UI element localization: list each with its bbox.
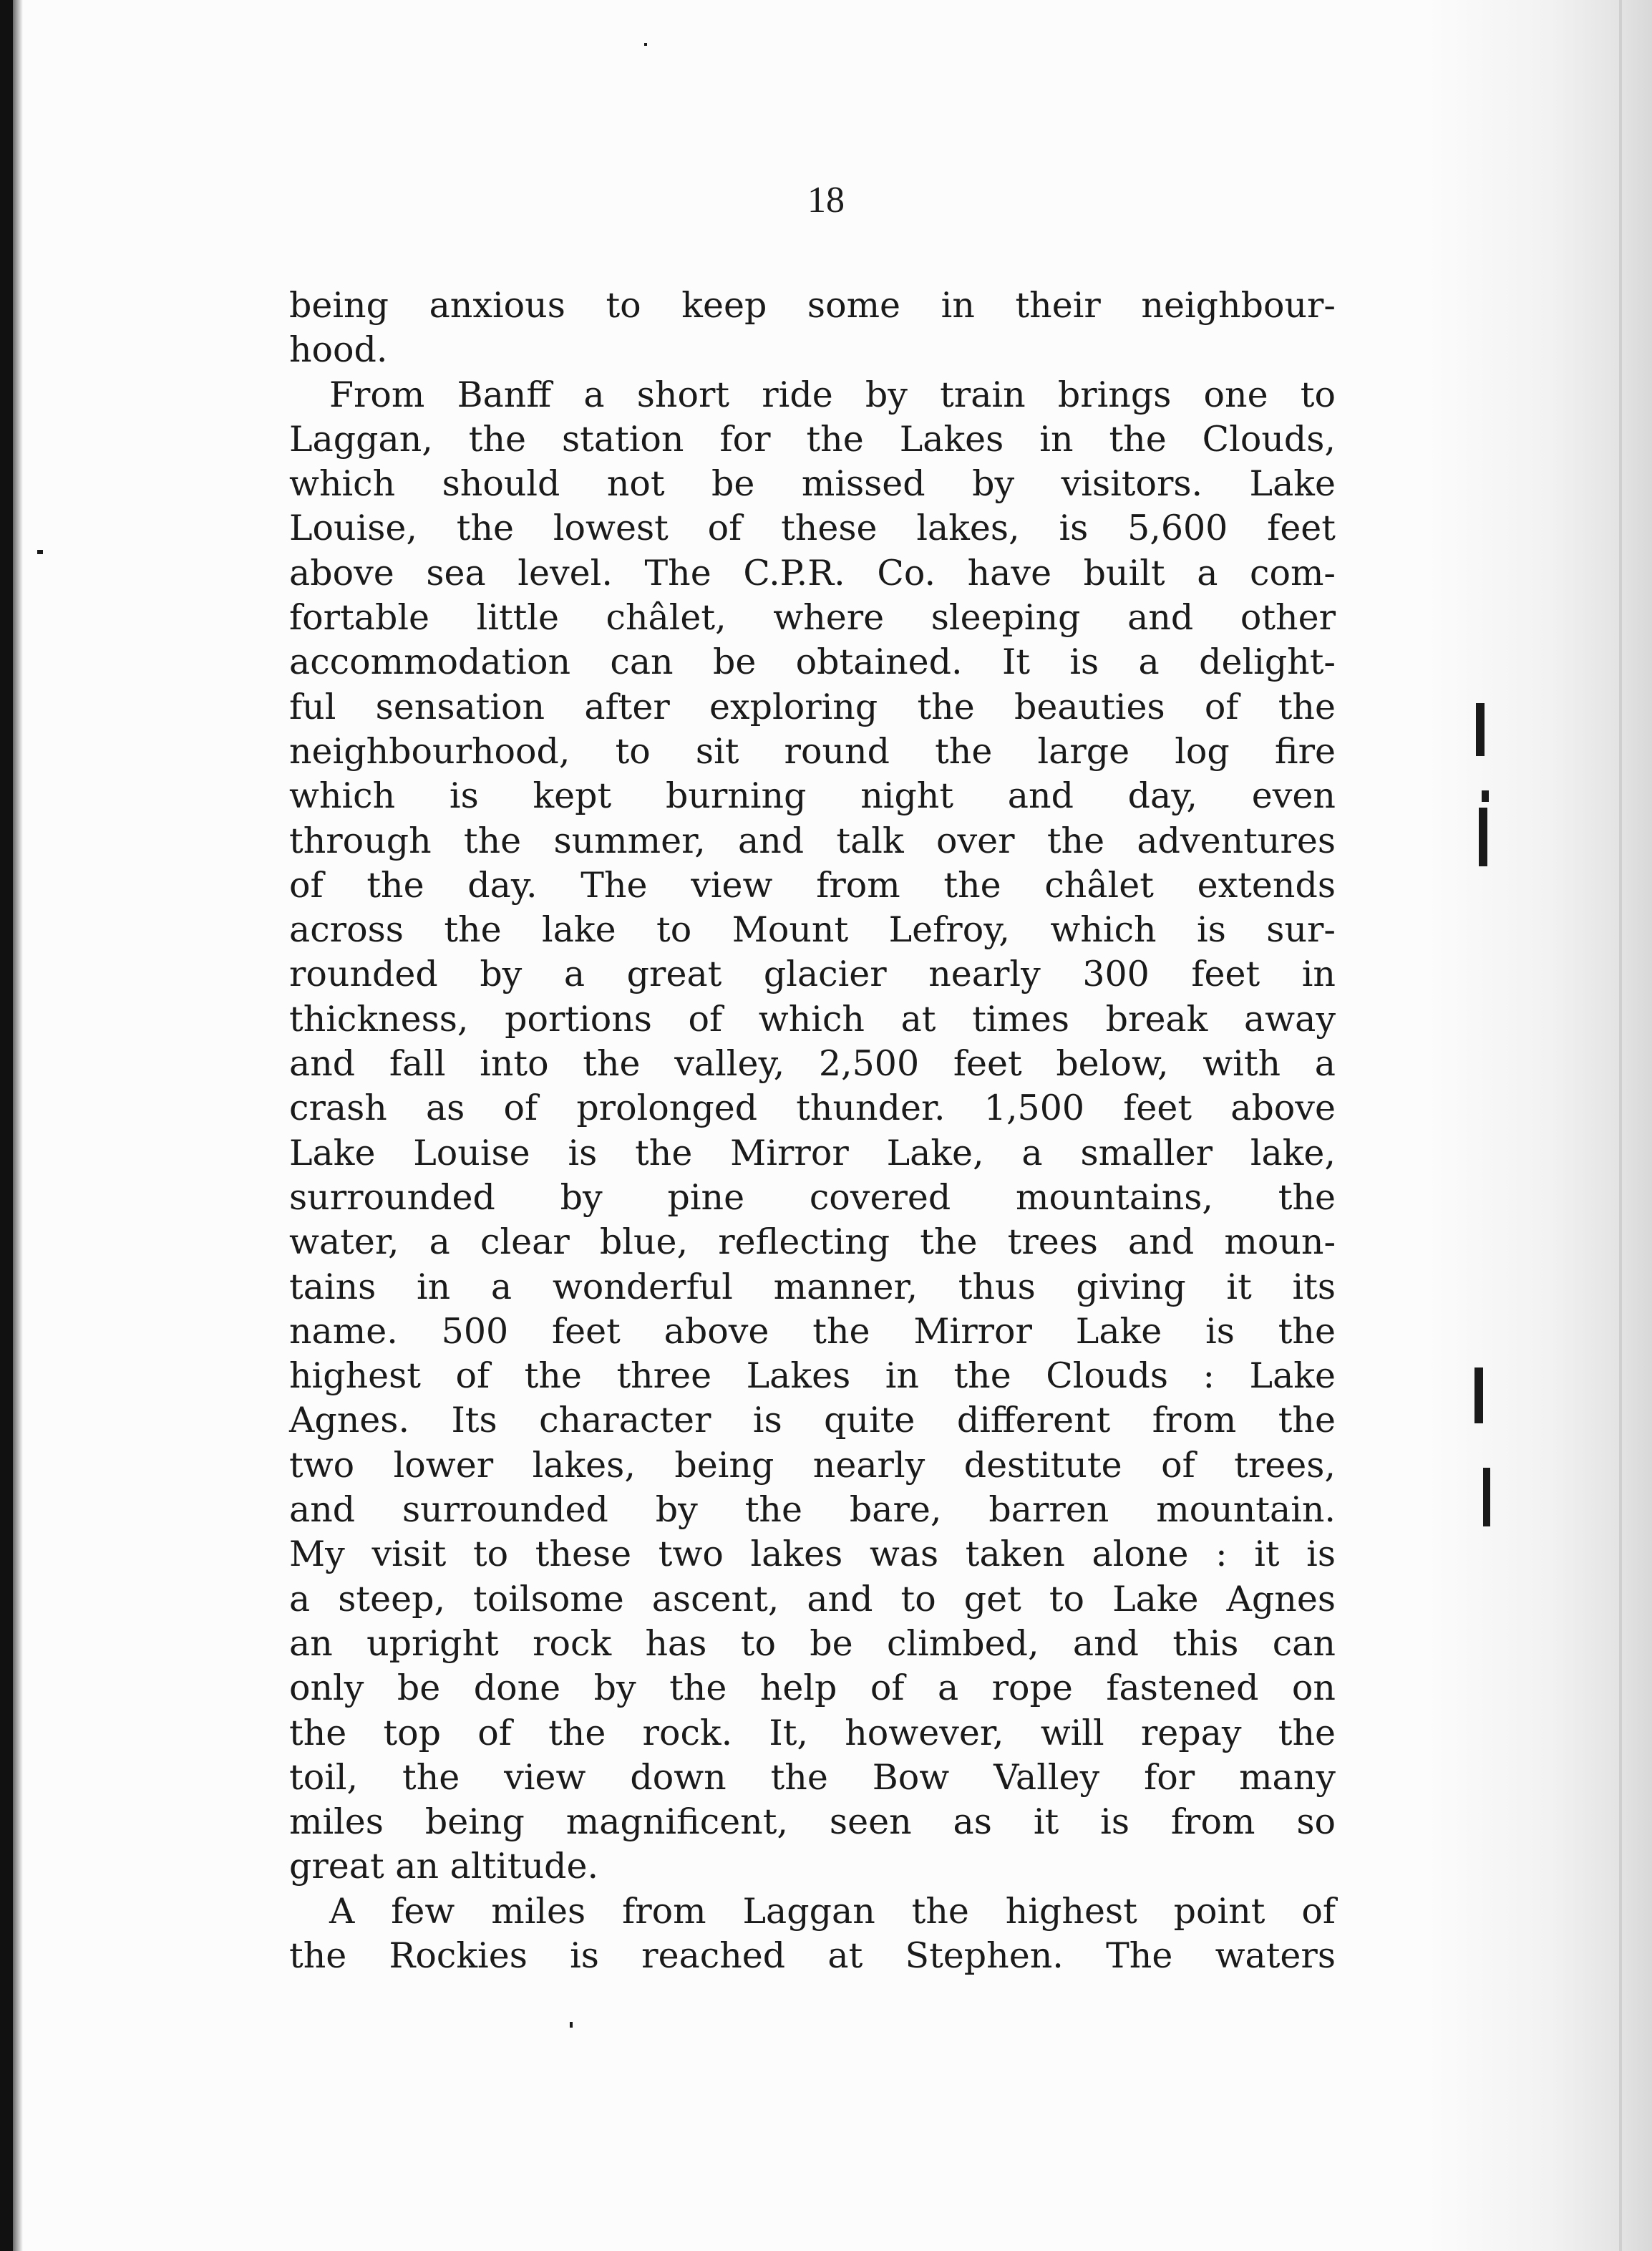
scan-artifact-mark <box>1483 1468 1490 1526</box>
text-line: great an altitude. <box>289 1846 599 1887</box>
scan-artifact-mark <box>1479 808 1487 866</box>
text-line: water, a clear blue, reflecting the trees and moun- <box>289 1221 1336 1263</box>
text-line: and fall into the valley, 2,500 feet below, with a <box>289 1043 1336 1085</box>
text-line: thickness, portions of which at times break away <box>289 998 1336 1040</box>
text-line: Lake Louise is the Mirror Lake, a smaller lake, <box>289 1132 1336 1173</box>
scan-artifact-mark <box>1476 703 1485 756</box>
scan-artifact-mark <box>1482 790 1489 802</box>
text-line: surrounded by pine covered mountains, the <box>289 1176 1336 1218</box>
text-line: tains in a wonderful manner, thus giving it its <box>289 1266 1336 1307</box>
text-line: ful sensation after exploring the beauties of the <box>289 686 1336 727</box>
page-number: 18 <box>807 180 845 221</box>
text-line: highest of the three Lakes in the Clouds : Lake <box>289 1355 1336 1397</box>
text-line: fortable little châlet, where sleeping and other <box>289 597 1336 639</box>
text-line: the top of the rock. It, however, will repay the <box>289 1712 1336 1753</box>
text-line: two lower lakes, being nearly destitute of trees, <box>289 1444 1336 1486</box>
scan-artifact-mark <box>37 550 43 554</box>
text-line: an upright rock has to be climbed, and this can <box>289 1622 1336 1664</box>
body-text <box>289 284 1336 1978</box>
text-line: being anxious to keep some in their neighbour- <box>289 285 1336 326</box>
text-line: miles being magnificent, seen as it is from so <box>289 1801 1336 1843</box>
text-line: of the day. The view from the châlet extends <box>289 864 1336 906</box>
text-line: Laggan, the station for the Lakes in the Clouds, <box>289 418 1336 460</box>
text-line: and surrounded by the bare, barren mountain. <box>289 1489 1336 1531</box>
scan-artifact-mark <box>570 2022 573 2028</box>
text-line: A few miles from Laggan the highest point of <box>329 1890 1336 1932</box>
scan-left-shadow <box>13 0 23 2251</box>
text-line: through the summer, and talk over the adventures <box>289 820 1336 861</box>
scan-artifact-mark <box>1474 1367 1483 1423</box>
text-line: the Rockies is reached at Stephen. The waters <box>289 1935 1336 1976</box>
text-line: across the lake to Mount Lefroy, which is sur- <box>289 909 1336 951</box>
text-line: which should not be missed by visitors. Lake <box>289 463 1336 505</box>
text-line: From Banff a short ride by train brings one to <box>329 374 1336 415</box>
text-line: Louise, the lowest of these lakes, is 5,600 feet <box>289 508 1336 549</box>
scan-artifact-mark <box>644 43 647 46</box>
text-line: a steep, toilsome ascent, and to get to Lake Agnes <box>289 1578 1336 1620</box>
text-line: My visit to these two lakes was taken alone : it is <box>289 1534 1336 1575</box>
text-line: Agnes. Its character is quite different from the <box>289 1400 1336 1441</box>
text-line: rounded by a great glacier nearly 300 feet in <box>289 954 1336 995</box>
text-line: hood. <box>289 329 388 371</box>
text-line: crash as of prolonged thunder. 1,500 feet above <box>289 1088 1336 1129</box>
text-line: only be done by the help of a rope fastened on <box>289 1667 1336 1709</box>
scan-left-border <box>0 0 13 2251</box>
text-line: which is kept burning night and day, even <box>289 775 1336 817</box>
scan-right-edge <box>1619 0 1622 2251</box>
text-line: name. 500 feet above the Mirror Lake is the <box>289 1310 1336 1352</box>
text-line: above sea level. The C.P.R. Co. have built a com- <box>289 552 1336 594</box>
scan-right-shadow <box>1424 0 1652 2251</box>
text-line: toil, the view down the Bow Valley for many <box>289 1756 1336 1798</box>
text-line: neighbourhood, to sit round the large log fire <box>289 730 1336 772</box>
text-line: accommodation can be obtained. It is a delight- <box>289 642 1336 683</box>
